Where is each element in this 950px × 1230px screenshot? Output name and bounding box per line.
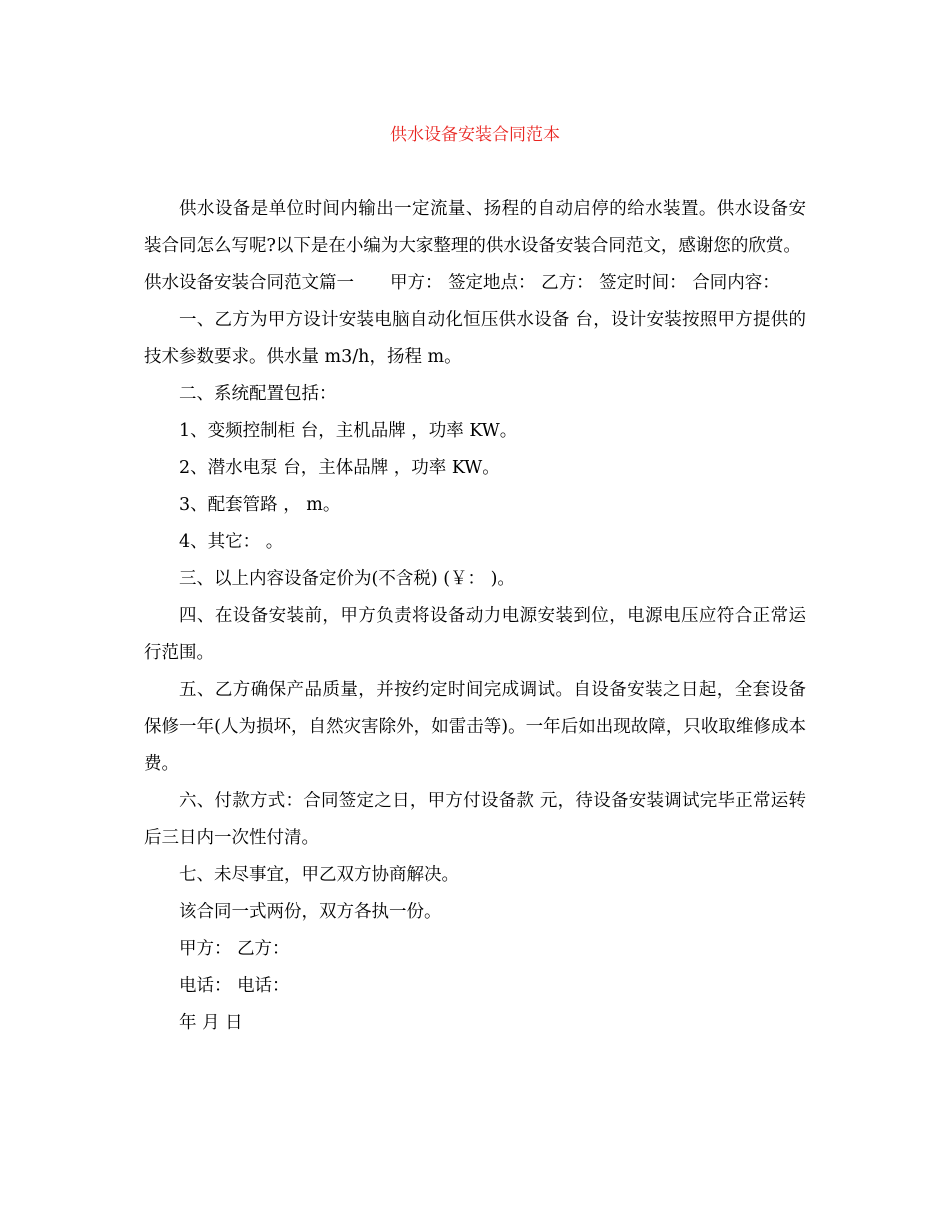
document-body xyxy=(144,191,806,1042)
copies-statement: 该合同一式两份，双方各执一份。 xyxy=(179,902,442,922)
intro-paragraph: 供水设备是单位时间内输出一定流量、扬程的自动启停的给水装置。供水设备安装合同怎么写呢?以下是在小编为大家整理的供水设备安装合同范文，感谢您的欣赏。 xyxy=(144,199,806,256)
clause-2-item-1: 1、变频控制柜 台，主机品牌 ，功率 KW。 xyxy=(179,421,518,441)
contract-header-label: 供水设备安装合同范文篇一 xyxy=(144,273,354,293)
clause-4: 四、在设备安装前，甲方负责将设备动力电源安装到位，电源电压应符合正常运行范围。 xyxy=(144,606,806,663)
clause-2-item-4: 4、其它： 。 xyxy=(179,532,284,552)
clause-7: 七、未尽事宜，甲乙双方协商解决。 xyxy=(179,865,459,885)
clause-2-item-3: 3、配套管路 ， m。 xyxy=(179,495,341,515)
document-title: 供水设备安装合同范本 xyxy=(390,125,560,145)
signature-parties: 甲方： 乙方： xyxy=(179,939,290,959)
clause-6: 六、付款方式：合同签定之日，甲方付设备款 元，待设备安装调试完毕正常运转后三日内一次性付清。 xyxy=(144,791,806,848)
contract-header-parties: 甲方： 签定地点： 乙方： 签定时间： 合同内容： xyxy=(390,273,780,293)
clause-2: 二、系统配置包括： xyxy=(179,384,337,404)
clause-1: 一、乙方为甲方设计安装电脑自动化恒压供水设备 台，设计安装按照甲方提供的技术参数要求。供水量 m3/h，扬程 m。 xyxy=(144,310,806,367)
signature-date: 年 月 日 xyxy=(179,1013,243,1033)
clause-3: 三、以上内容设备定价为(不含税) (￥： )。 xyxy=(179,569,515,589)
signature-phones: 电话： 电话： xyxy=(179,976,290,996)
clause-2-item-2: 2、潜水电泵 台，主体品牌 ，功率 KW。 xyxy=(179,458,500,478)
clause-5: 五、乙方确保产品质量，并按约定时间完成调试。自设备安装之日起，全套设备保修一年(人为损坏，自然灾害除外，如雷击等)。一年后如出现故障，只收取维修成本费。 xyxy=(144,680,806,774)
contract-header-line xyxy=(144,265,806,302)
